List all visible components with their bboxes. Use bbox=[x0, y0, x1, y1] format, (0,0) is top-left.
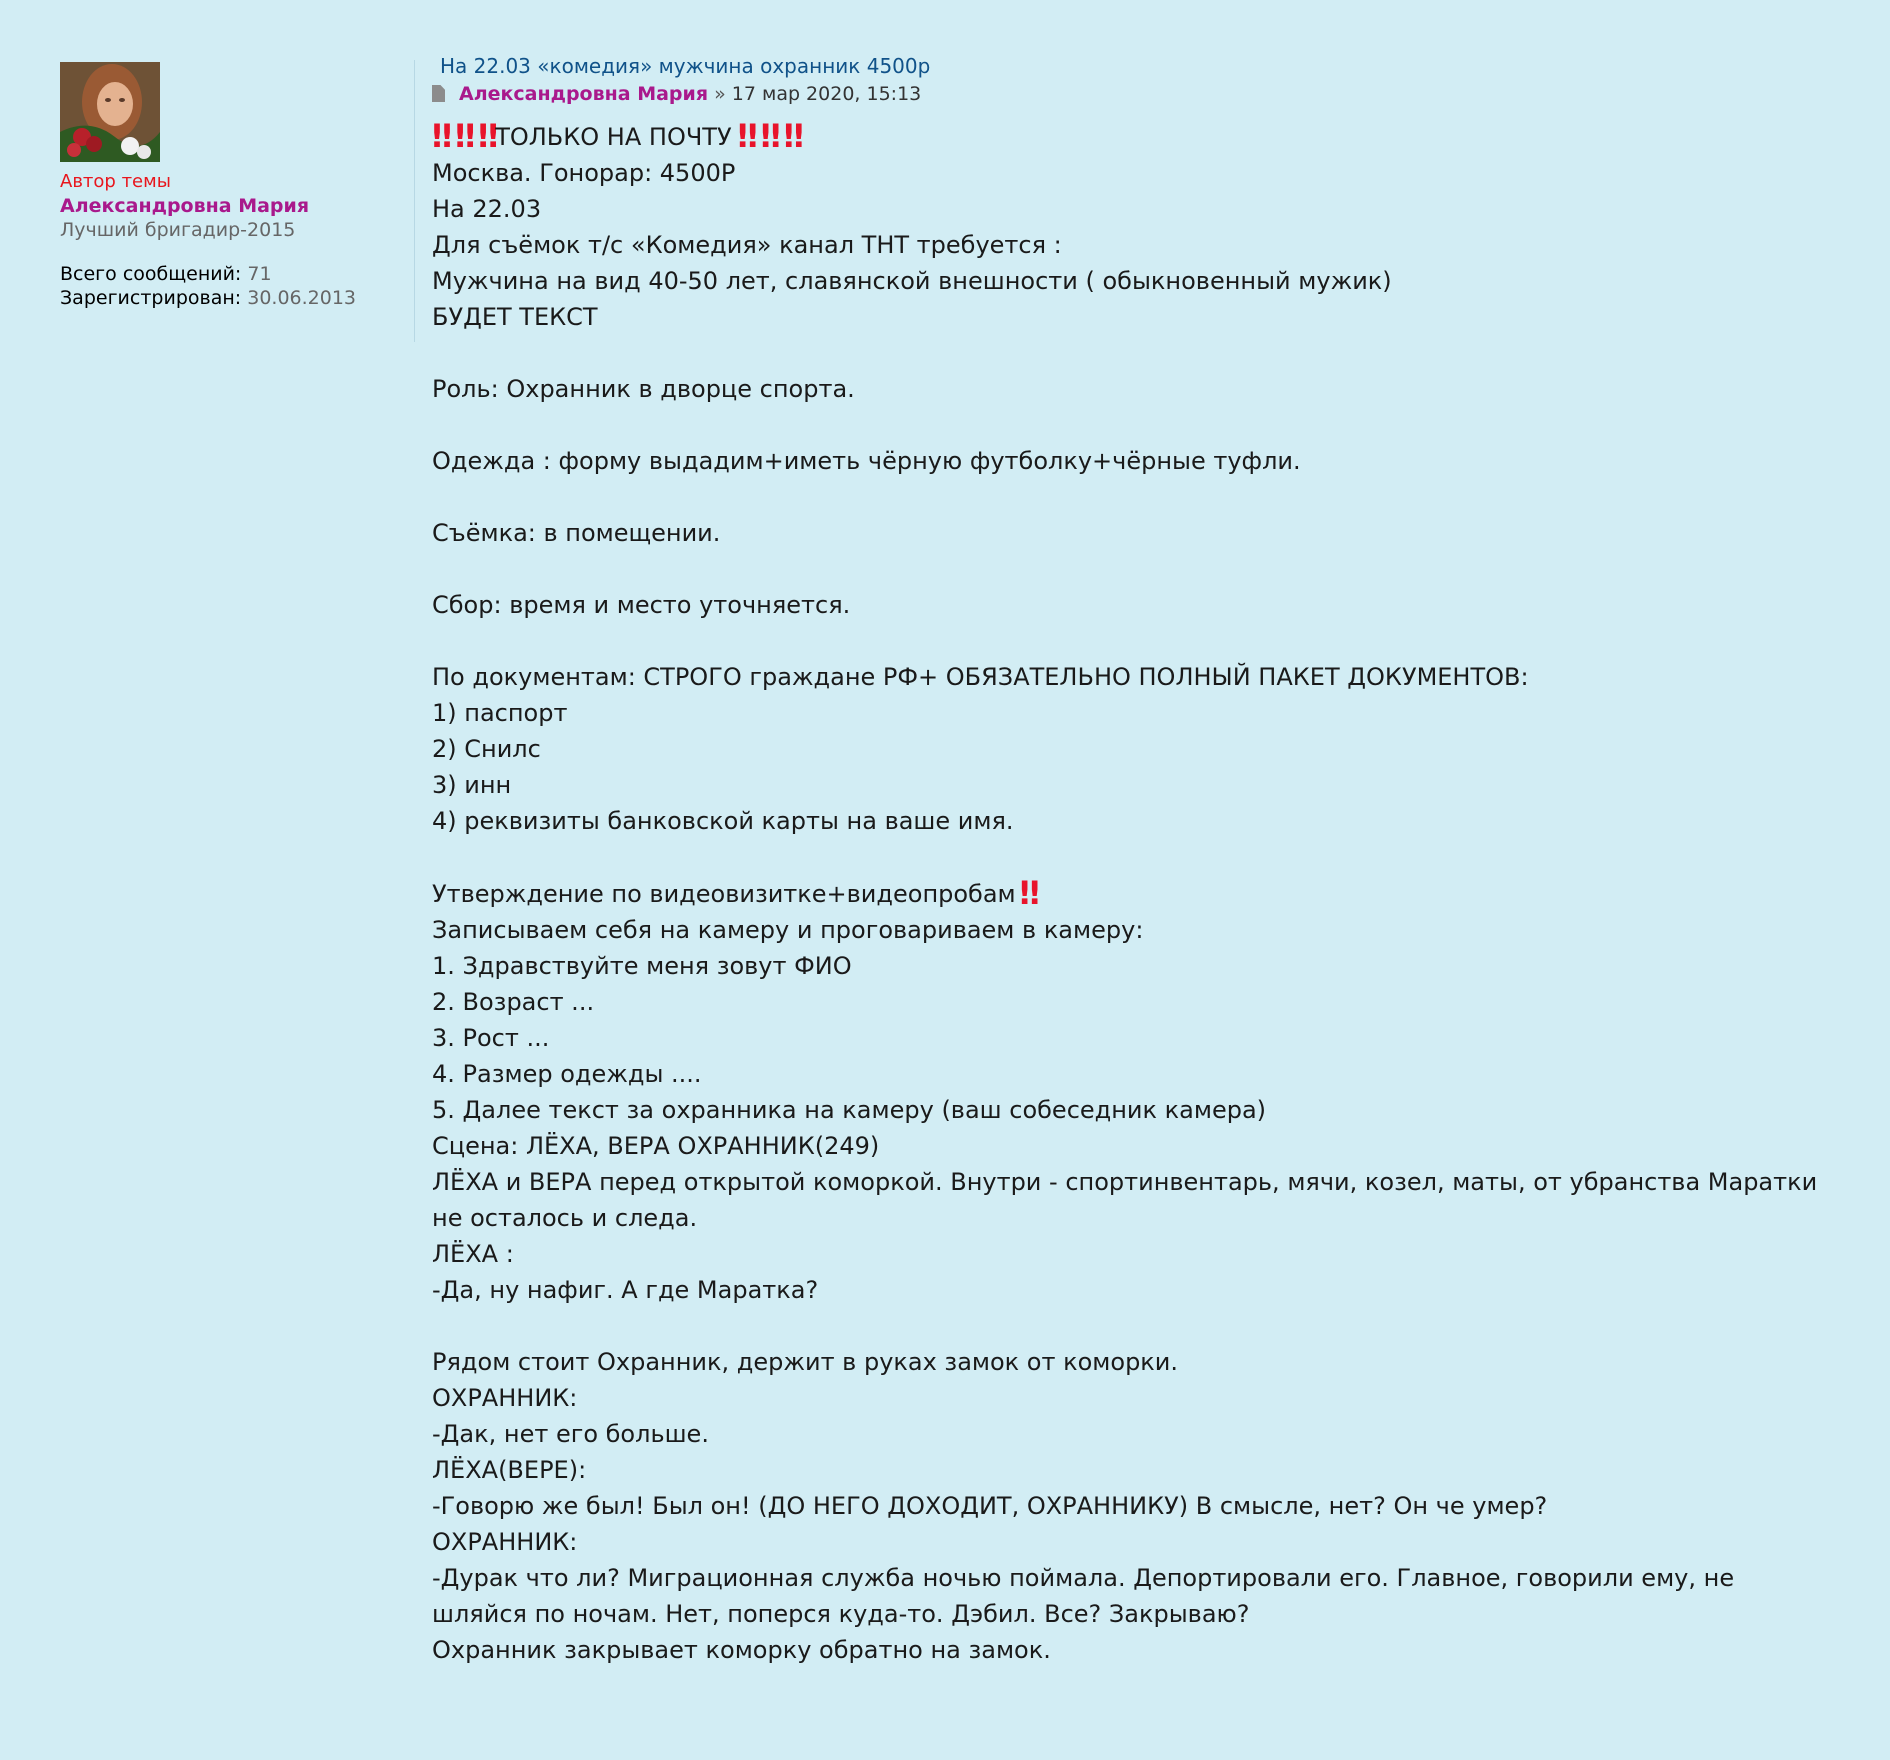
text-line: 5. Далее текст за охранника на камеру (ваш собеседник камера) bbox=[432, 1096, 1267, 1124]
post-content bbox=[432, 118, 1832, 1668]
text-line: -Дак, нет его больше. bbox=[432, 1420, 709, 1448]
double-exclamation-icon: ‼ bbox=[455, 117, 469, 155]
text-line: На 22.03 bbox=[432, 195, 542, 223]
text-line: 3) инн bbox=[432, 771, 512, 799]
text-line: ЛЁХА(ВЕРЕ): bbox=[432, 1456, 587, 1484]
text-line: 3. Рост ... bbox=[432, 1024, 550, 1052]
post-author-link[interactable]: Александровна Мария bbox=[459, 83, 709, 105]
blank-line bbox=[432, 335, 1832, 371]
blank-line bbox=[432, 407, 1832, 443]
double-exclamation-icon: ‼ bbox=[737, 117, 751, 155]
blank-line bbox=[432, 623, 1832, 659]
text-line: Охранник закрывает коморку обратно на замок. bbox=[432, 1636, 1051, 1664]
double-exclamation-icon: ‼ bbox=[432, 117, 446, 155]
text-line: 4) реквизиты банковской карты на ваше имя. bbox=[432, 807, 1014, 835]
text-line: -Дурак что ли? Миграционная служба ночью поймала. Депортировали его. Главное, говорили ему, не шляйся по ночам. Нет, поперся куда-то. Дэбил. Все? Закрываю? bbox=[432, 1564, 1735, 1628]
text-line: Рядом стоит Охранник, держит в руках замок от коморки. bbox=[432, 1348, 1179, 1376]
post-profile bbox=[60, 62, 390, 310]
text-line: 4. Размер одежды .... bbox=[432, 1060, 702, 1088]
text-line: ОХРАННИК: bbox=[432, 1384, 578, 1412]
text-line: Записываем себя на камеру и проговариваем в камеру: bbox=[432, 916, 1144, 944]
text-line: Для съёмок т/с «Комедия» канал ТНТ требуется : bbox=[432, 231, 1062, 259]
approval-line bbox=[432, 875, 1832, 912]
double-exclamation-icon: ‼ bbox=[783, 117, 797, 155]
text-line: ЛЁХА и ВЕРА перед открытой коморкой. Внутри - спортинвентарь, мячи, козел, маты, от убранства Маратки не осталось и следа. bbox=[432, 1168, 1818, 1232]
headline-line bbox=[432, 118, 1832, 155]
text-line: Съёмка: в помещении. bbox=[432, 519, 721, 547]
blank-line bbox=[432, 1308, 1832, 1344]
blank-line bbox=[432, 551, 1832, 587]
blank-line bbox=[432, 479, 1832, 515]
text-line: Сбор: время и место уточняется. bbox=[432, 591, 851, 619]
post-count-row bbox=[60, 262, 390, 286]
text-line: -Да, ну нафиг. А где Маратка? bbox=[432, 1276, 819, 1304]
approval-text: Утверждение по видеовизитке+видеопробам bbox=[432, 880, 1016, 908]
text-line: Роль: Охранник в дворце спорта. bbox=[432, 375, 855, 403]
text-line: -Говорю же был! Был он! (ДО НЕГО ДОХОДИТ, ОХРАННИКУ) В смысле, нет? Он че умер? bbox=[432, 1492, 1548, 1520]
topic-author-label: Автор темы bbox=[60, 171, 171, 192]
text-line: Сцена: ЛЁХА, ВЕРА ОХРАННИК(249) bbox=[432, 1132, 880, 1160]
registered-row bbox=[60, 286, 390, 310]
text-line: Москва. Гонорар: 4500Р bbox=[432, 159, 736, 187]
post-body bbox=[432, 52, 1852, 1668]
post-meta bbox=[432, 80, 1852, 108]
registered-label: Зарегистрирован: bbox=[60, 287, 242, 309]
post-count-label: Всего сообщений: bbox=[60, 263, 242, 285]
meta-separator: » bbox=[714, 83, 726, 105]
registered-value: 30.06.2013 bbox=[247, 287, 357, 309]
text-line: ОХРАННИК: bbox=[432, 1528, 578, 1556]
profile-username-link[interactable]: Александровна Мария bbox=[60, 195, 310, 217]
text-line: Мужчина на вид 40-50 лет, славянской внешности ( обыкновенный мужик) bbox=[432, 267, 1392, 295]
text-line: Одежда : форму выдадим+иметь чёрную футболку+чёрные туфли. bbox=[432, 447, 1301, 475]
post-count-value: 71 bbox=[247, 263, 272, 285]
headline-text: ТОЛЬКО НА ПОЧТУ bbox=[495, 123, 732, 151]
double-exclamation-icon: ‼ bbox=[1019, 874, 1033, 912]
text-line: 1. Здравствуйте меня зовут ФИО bbox=[432, 952, 852, 980]
double-exclamation-icon: ‼ bbox=[478, 117, 492, 155]
text-line: 1) паспорт bbox=[432, 699, 568, 727]
blank-line bbox=[432, 839, 1832, 875]
text-line: По документам: СТРОГО граждане РФ+ ОБЯЗАТЕЛЬНО ПОЛНЫЙ ПАКЕТ ДОКУМЕНТОВ: bbox=[432, 663, 1529, 691]
post-file-icon[interactable] bbox=[432, 85, 445, 102]
double-exclamation-icon: ‼ bbox=[760, 117, 774, 155]
user-rank: Лучший бригадир-2015 bbox=[60, 219, 296, 241]
avatar[interactable] bbox=[60, 62, 160, 162]
text-line: БУДЕТ ТЕКСТ bbox=[432, 303, 598, 331]
post-title-link[interactable]: На 22.03 «комедия» мужчина охранник 4500р bbox=[440, 54, 931, 78]
profile-divider bbox=[414, 60, 415, 342]
text-line: ЛЁХА : bbox=[432, 1240, 514, 1268]
user-stats bbox=[60, 262, 390, 310]
text-line: 2) Снилс bbox=[432, 735, 541, 763]
post-date: 17 мар 2020, 15:13 bbox=[731, 83, 922, 105]
text-line: 2. Возраст ... bbox=[432, 988, 595, 1016]
